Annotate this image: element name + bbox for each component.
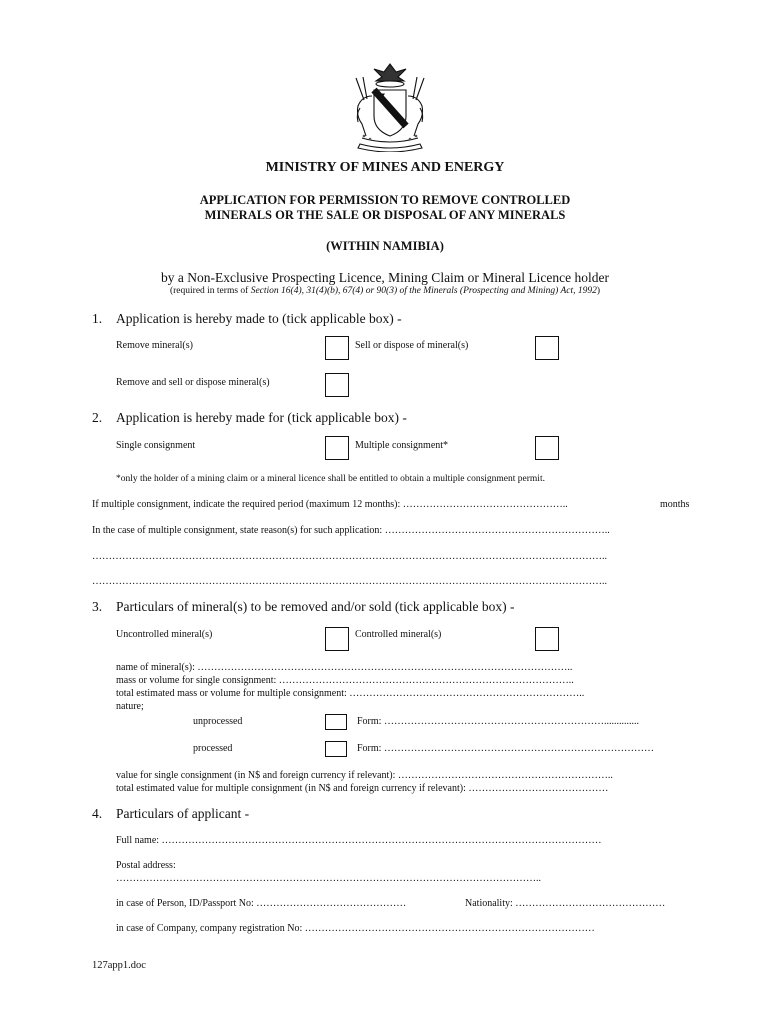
- form-processed-field[interactable]: Form: ………………………………………………………………………: [357, 743, 654, 754]
- legal-reference: (required in terms of Section 16(4), 31(4)(b), 67(4) or 90(3) of the Minerals (Prospecting and Mining) Act, 1992): [169, 286, 601, 296]
- reasons-line[interactable]: ………………………………………………………………………………………………………………………………………..: [92, 576, 607, 587]
- reasons-line[interactable]: ………………………………………………………………………………………………………………………………………..: [92, 551, 607, 562]
- section-number: 3.: [92, 599, 103, 614]
- section4-heading: Particulars of applicant -: [116, 806, 250, 821]
- checkbox-multiple[interactable]: [535, 436, 559, 460]
- checkbox-remove-sell[interactable]: [325, 373, 349, 397]
- mass-single-field[interactable]: mass or volume for single consignment: ……………………………………………………………………………..: [116, 675, 574, 686]
- section-number: 4.: [92, 806, 103, 821]
- checkbox-uncontrolled[interactable]: [325, 627, 349, 651]
- unprocessed-label: unprocessed: [193, 716, 243, 727]
- mineral-name-field[interactable]: name of mineral(s): …………………………………………………………………………………………………..: [116, 662, 573, 673]
- processed-label: processed: [193, 743, 233, 754]
- checkbox-controlled[interactable]: [535, 627, 559, 651]
- section3-heading: Particulars of mineral(s) to be removed and/or sold (tick applicable box) -: [116, 599, 515, 614]
- mass-multiple-field[interactable]: total estimated mass or volume for multiple consignment: ……………………………………………………………..: [116, 688, 585, 699]
- section-number: 1.: [92, 311, 103, 326]
- form-unprocessed-field[interactable]: Form: …………………………………………………………..............: [357, 716, 639, 727]
- nature-label: nature;: [116, 701, 144, 712]
- form-title-line2: MINERALS OR THE SALE OR DISPOSAL OF ANY MINERALS: [204, 208, 566, 222]
- option-multiple-label: Multiple consignment*: [355, 440, 449, 451]
- postal-address-field[interactable]: ………………………………………………………………………………………………………………..: [116, 873, 541, 884]
- checkbox-processed[interactable]: [325, 741, 347, 757]
- ministry-title: MINISTRY OF MINES AND ENERGY: [265, 160, 505, 175]
- scope-label: (WITHIN NAMIBIA): [326, 239, 444, 253]
- multiple-note: *only the holder of a mining claim or a mineral licence shall be entitled to obtain a multiple consignment permit.: [116, 474, 545, 484]
- section-number: 2.: [92, 410, 103, 425]
- option-single-label: Single consignment: [116, 440, 196, 451]
- period-field[interactable]: If multiple consignment, indicate the required period (maximum 12 months): …………………………………………..: [92, 499, 568, 510]
- section2-heading: Application is hereby made for (tick applicable box) -: [116, 410, 407, 425]
- full-name-field[interactable]: Full name: ……………………………………………………………………………………………………………………: [116, 835, 602, 846]
- option-remove-label: Remove mineral(s): [116, 340, 193, 351]
- checkbox-remove[interactable]: [325, 336, 349, 360]
- checkbox-unprocessed[interactable]: [325, 714, 347, 730]
- form-title-line1: APPLICATION FOR PERMISSION TO REMOVE CONTROLLED: [199, 193, 571, 207]
- form-subtitle: by a Non-Exclusive Prospecting Licence, Mining Claim or Mineral Licence holder: [161, 270, 609, 285]
- value-single-field[interactable]: value for single consignment (in N$ and foreign currency if relevant): ………………………………………………………..: [116, 770, 613, 781]
- id-passport-field[interactable]: in case of Person, ID/Passport No: ………………………………………: [116, 898, 407, 909]
- postal-address-label: Postal address:: [116, 860, 176, 871]
- option-sell-label: Sell or dispose of mineral(s): [355, 340, 469, 351]
- option-remove-sell-label: Remove and sell or dispose mineral(s): [116, 377, 270, 388]
- section1-heading: Application is hereby made to (tick applicable box) -: [116, 311, 402, 326]
- months-label: months: [660, 499, 690, 510]
- option-uncontrolled-label: Uncontrolled mineral(s): [116, 629, 213, 640]
- coat-of-arms-icon: [340, 60, 440, 152]
- value-multiple-field[interactable]: total estimated value for multiple consignment (in N$ and foreign currency if relevant): ……………………………………: [116, 783, 609, 794]
- nationality-field[interactable]: Nationality: ………………………………………: [465, 898, 666, 909]
- option-controlled-label: Controlled mineral(s): [355, 629, 442, 640]
- company-registration-field[interactable]: in case of Company, company registration No: ……………………………………………………………………………: [116, 923, 595, 934]
- checkbox-single[interactable]: [325, 436, 349, 460]
- footer-filename: 127app1.doc: [92, 960, 146, 971]
- checkbox-sell[interactable]: [535, 336, 559, 360]
- reasons-field[interactable]: In the case of multiple consignment, state reason(s) for such application: …………………………………………………………..: [92, 525, 610, 536]
